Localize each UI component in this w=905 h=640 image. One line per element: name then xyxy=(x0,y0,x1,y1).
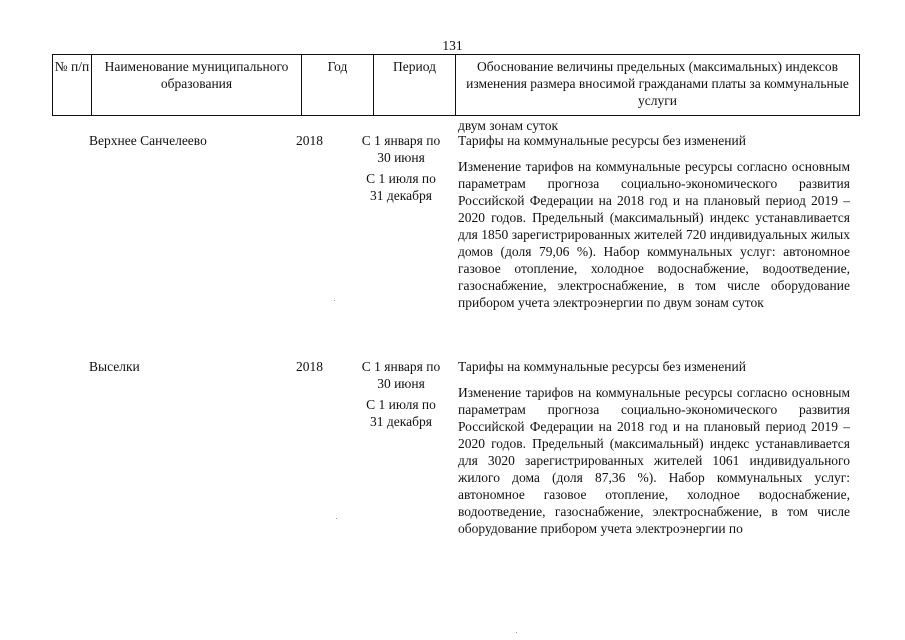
municipality-name: Выселки xyxy=(89,359,140,374)
period-first-half: С 1 января по 30 июня xyxy=(361,359,441,391)
row-period xyxy=(358,358,444,430)
row-year: 2018 xyxy=(296,133,323,148)
header-number: № п/п xyxy=(52,55,92,115)
header-period: Период xyxy=(374,55,456,115)
period-first-half: С 1 января по 30 июня xyxy=(361,133,441,165)
row-year: 2018 xyxy=(296,359,323,374)
header-municipality: Наименование муниципального образования xyxy=(92,55,302,115)
period-second-half: С 1 июля по 31 декабря xyxy=(366,171,436,203)
header-year: Год xyxy=(302,55,374,115)
row-basis xyxy=(458,132,850,311)
scan-speck xyxy=(516,632,517,633)
tariffs-unchanged: Тарифы на коммунальные ресурсы без изменений xyxy=(458,133,746,148)
row-basis xyxy=(458,358,850,537)
table-header xyxy=(52,54,860,116)
row-period xyxy=(358,132,444,204)
period-second-half: С 1 июля по 31 декабря xyxy=(366,397,436,429)
scan-speck xyxy=(336,518,337,519)
page-number: 131 xyxy=(442,38,463,53)
scan-speck xyxy=(334,300,335,301)
continued-text: двум зонам суток xyxy=(458,118,559,133)
header-basis: Обоснование величины предельных (максимальных) индексов изменения размера вносимой гражданами платы за коммунальные услуги xyxy=(456,55,860,115)
tariffs-description: Изменение тарифов на коммунальные ресурсы согласно основным параметрам прогноза социально-экономического развития Российской Федерации на 2018 год и на плановый период 2019 – 2020 годов. Предельный (максимальный) индекс устанавливается для 1850 зарегистрированных жителей 720 индивидуальных жилых домов (доля 79,06 %). Набор коммунальных услуг: автономное газовое отопление, холодное водоснабжение, водоотведение, газоснабжение, электроснабжение, в том числе оборудование прибором учета электроэнергии по двум зонам суток xyxy=(458,159,850,310)
municipality-name: Верхнее Санчелеево xyxy=(89,133,207,148)
tariffs-description: Изменение тарифов на коммунальные ресурсы согласно основным параметрам прогноза социально-экономического развития Российской Федерации на 2018 год и на плановый период 2019 – 2020 годов. Предельный (максимальный) индекс устанавливается для 3020 зарегистрированных жителей 1061 индивидуального жилого дома (доля 87,36 %). Набор коммунальных услуг: автономное газовое отопление, холодное водоснабжение, водоотведение, газоснабжение, электроснабжение, в том числе оборудование прибором учета электроэнергии по xyxy=(458,385,850,536)
tariffs-unchanged: Тарифы на коммунальные ресурсы без изменений xyxy=(458,359,746,374)
